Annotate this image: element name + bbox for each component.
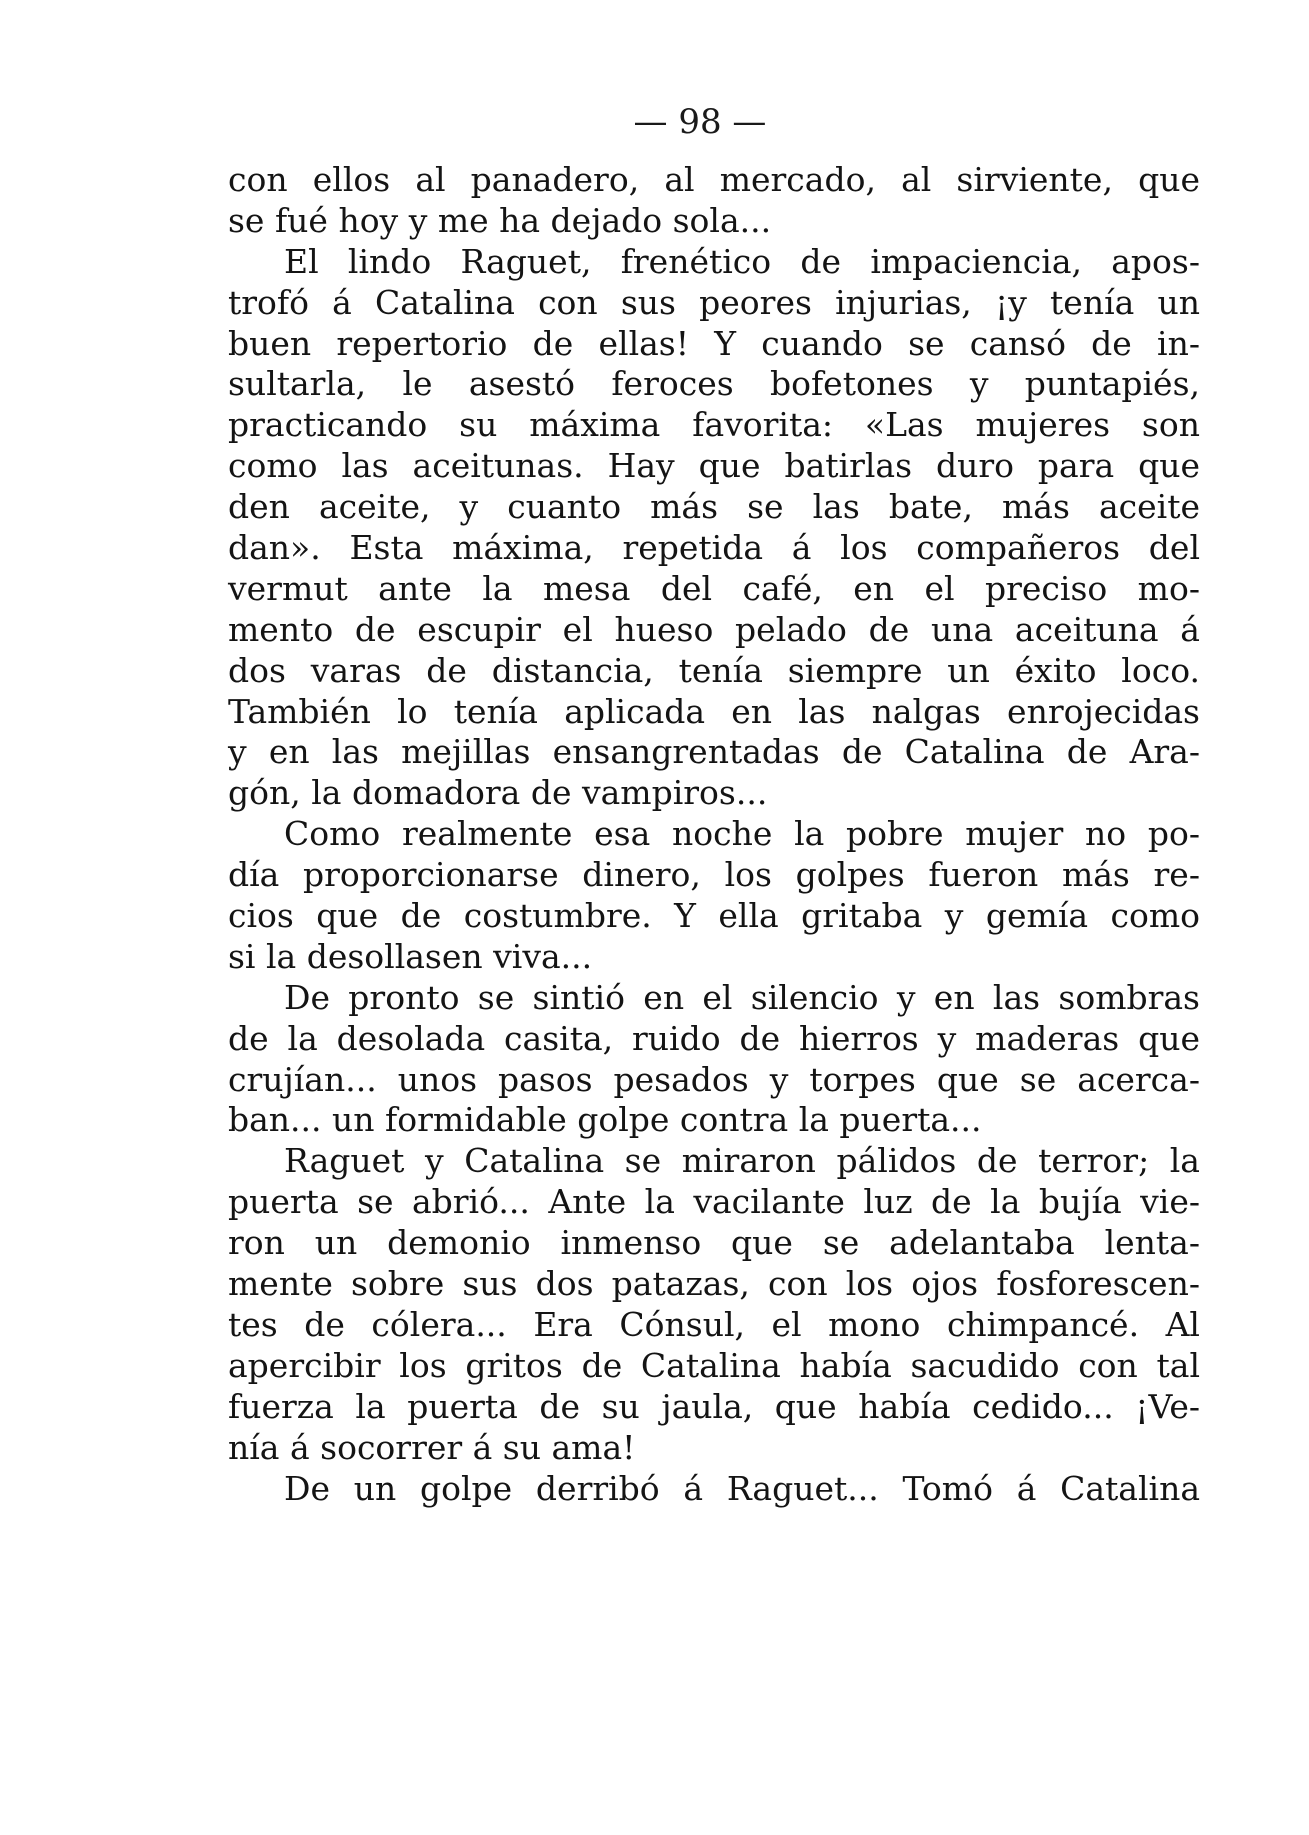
text-line: ron un demonio inmenso que se adelantaba lenta-: [228, 1223, 1200, 1263]
text-line: día proporcionarse dinero, los golpes fueron más re-: [228, 855, 1200, 895]
paragraph-first-line: El lindo Raguet, frenético de impaciencia, apos-: [284, 241, 1200, 281]
text-line: mente sobre sus dos patazas, con los ojos fosforescen-: [228, 1264, 1200, 1304]
text-line: nía á socorrer á su ama!: [228, 1427, 636, 1467]
text-line: gón, la domadora de vampiros...: [228, 773, 768, 813]
paragraph-first-line: De un golpe derribó á Raguet... Tomó á Catalina: [284, 1468, 1200, 1508]
text-line: ban... un formidable golpe contra la puerta...: [228, 1100, 982, 1140]
text-line: se fué hoy y me ha dejado sola...: [228, 200, 772, 240]
text-line: cios que de costumbre. Y ella gritaba y gemía como: [228, 896, 1200, 936]
text-line: y en las mejillas ensangrentadas de Catalina de Ara-: [228, 732, 1200, 772]
text-line: como las aceitunas. Hay que batirlas duro para que: [228, 446, 1200, 486]
text-line: den aceite, y cuanto más se las bate, más aceite: [228, 487, 1200, 527]
text-line: buen repertorio de ellas! Y cuando se cansó de in-: [228, 323, 1200, 363]
text-line: vermut ante la mesa del café, en el preciso mo-: [228, 568, 1200, 608]
text-line: dan». Esta máxima, repetida á los compañeros del: [228, 528, 1200, 568]
text-line: tes de cólera... Era Cónsul, el mono chimpancé. Al: [228, 1304, 1200, 1344]
paragraph-first-line: Raguet y Catalina se miraron pálidos de terror; la: [284, 1141, 1200, 1181]
text-line: puerta se abrió... Ante la vacilante luz de la bujía vie-: [228, 1182, 1200, 1222]
body-text: [228, 160, 1200, 1509]
text-line: sultarla, le asestó feroces bofetones y puntapiés,: [228, 364, 1200, 404]
text-line: crujían... unos pasos pesados y torpes que se acerca-: [228, 1059, 1200, 1099]
text-line: practicando su máxima favorita: «Las mujeres son: [228, 405, 1200, 445]
text-line: trofó á Catalina con sus peores injurias, ¡y tenía un: [228, 282, 1200, 322]
text-line: mento de escupir el hueso pelado de una aceituna á: [228, 609, 1200, 649]
text-line: con ellos al panadero, al mercado, al sirviente, que: [228, 160, 1200, 199]
text-line: de la desolada casita, ruido de hierros y maderas que: [228, 1018, 1200, 1058]
text-line: fuerza la puerta de su jaula, que había cedido... ¡Ve-: [228, 1386, 1200, 1426]
text-line: si la desollasen viva...: [228, 936, 593, 976]
text-line: apercibir los gritos de Catalina había sacudido con tal: [228, 1345, 1200, 1385]
page-number: — 98 —: [633, 102, 767, 142]
text-line: También lo tenía aplicada en las nalgas enrojecidas: [228, 691, 1200, 731]
paragraph-first-line: De pronto se sintió en el silencio y en las sombras: [284, 977, 1200, 1017]
paragraph-first-line: Como realmente esa noche la pobre mujer no po-: [284, 814, 1200, 854]
text-line: dos varas de distancia, tenía siempre un éxito loco.: [228, 650, 1200, 690]
